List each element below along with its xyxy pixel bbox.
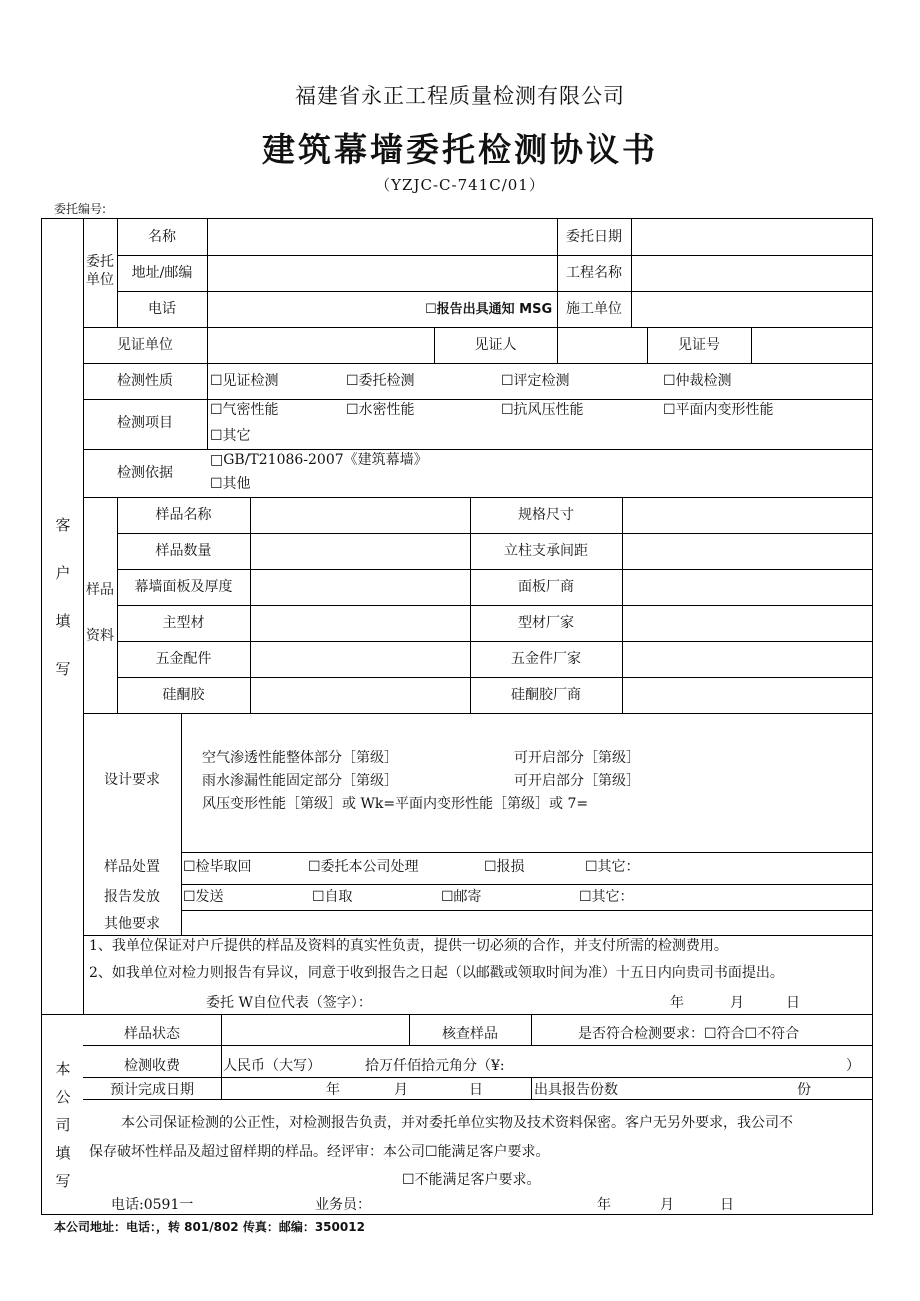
form-table xyxy=(41,218,873,1215)
client-group-label: 委托 单位 xyxy=(86,254,114,288)
sign-month: 月 xyxy=(660,1197,674,1213)
report-send-checkbox[interactable]: ☐发送 xyxy=(183,889,224,905)
client-address-label: 地址/邮编 xyxy=(131,265,193,281)
guarantee-line-2: 保存破坏性样品及超过留样期的样品。经评审：本公司☐能满足客户要求。 xyxy=(89,1144,550,1160)
finish-date-label: 预计完成日期 xyxy=(110,1082,194,1098)
finish-month: 月 xyxy=(394,1082,408,1098)
nature-evaluate-checkbox[interactable]: ☐评定检测 xyxy=(501,373,570,389)
witness-unit-label: 见证单位 xyxy=(117,337,173,353)
report-copies-unit: 份 xyxy=(797,1082,811,1098)
basis-standard-checkbox[interactable]: □GB/T21086-2007《建筑幕墙》 xyxy=(210,452,428,468)
sample-row-right: 面板厂商 xyxy=(518,579,574,595)
project-name-label: 工程名称 xyxy=(566,265,622,281)
declaration-line-2: 2、如我单位对检力则报告有异议，同意于收到报告之日起（以邮戳或领取时间为准）十五日内向贵司书面提出。 xyxy=(89,965,784,981)
sample-row-left: 硅酮胶 xyxy=(162,687,205,703)
company-address-footer: 本公司地址：电话：，转 801/802 传真：邮编：350012 xyxy=(54,1220,365,1234)
company-name: 福建省永正工程质量检测有限公司 xyxy=(295,84,625,108)
sample-row-right: 规格尺寸 xyxy=(518,507,574,523)
sign-day: 日 xyxy=(720,1197,734,1213)
customer-section-label: 客 户 填 写 xyxy=(55,516,71,678)
report-copies-label: 出具报告份数 xyxy=(534,1082,618,1098)
guarantee-line-1: 本公司保证检测的公正性，对检测报告负责，并对委托单位实物及技术资料保密。客户无另外要求，我公司不 xyxy=(121,1115,793,1131)
salesperson-label: 业务员： xyxy=(315,1197,371,1213)
nature-entrust-checkbox[interactable]: ☐委托检测 xyxy=(346,373,415,389)
document-code: （YZJC-C-741C/01） xyxy=(375,176,545,194)
disposal-return-checkbox[interactable]: ☐检毕取回 xyxy=(183,859,252,875)
disposal-company-checkbox[interactable]: ☐委托本公司处理 xyxy=(308,859,419,875)
order-number-label: 委托编号: xyxy=(54,202,107,216)
design-line-1b: 可开启部分［第级］ xyxy=(514,750,640,766)
design-line-3: 风压变形性能［第级］或 Wk=平面内变形性能［第级］或 7= xyxy=(202,796,589,812)
sample-row-left: 幕墙面板及厚度 xyxy=(134,579,233,595)
guarantee-line-3: ☐不能满足客户要求。 xyxy=(402,1172,541,1188)
sample-row-right: 立柱支承间距 xyxy=(504,543,588,559)
sample-row-left: 主型材 xyxy=(162,615,205,631)
client-name-label: 名称 xyxy=(148,229,176,245)
witness-number-label: 见证号 xyxy=(678,337,720,353)
basis-other-checkbox[interactable]: ☐其他 xyxy=(210,476,251,492)
report-other-checkbox[interactable]: ☐其它： xyxy=(579,889,634,905)
design-line-2b: 可开启部分［第级］ xyxy=(514,773,640,789)
decl-month: 月 xyxy=(730,995,744,1011)
sample-row-right: 五金件厂家 xyxy=(511,651,581,667)
other-requirement-label: 其他要求 xyxy=(104,916,160,932)
design-requirement-label: 设计要求 xyxy=(104,772,160,788)
sample-row-right: 硅酮胶厂商 xyxy=(511,687,581,703)
company-phone: 电话:0591一 xyxy=(111,1197,194,1213)
sample-row-right: 型材厂家 xyxy=(518,615,574,631)
client-phone-label: 电话 xyxy=(148,301,176,317)
sample-group-label: 样品 资料 xyxy=(86,582,114,644)
decl-year: 年 xyxy=(670,995,684,1011)
test-fee-label: 检测收费 xyxy=(124,1058,180,1074)
company-section-label: 本 公 司 填 写 xyxy=(55,1060,71,1190)
declaration-line-1: 1、我单位保证对户斤提供的样品及资料的真实性负责，提供一切必须的合作，并支付所需的检测费用。 xyxy=(89,938,728,954)
fee-units-label: 拾万仟佰拾元角分（¥: xyxy=(365,1058,505,1074)
test-items-label: 检测项目 xyxy=(117,415,173,431)
finish-day: 日 xyxy=(469,1082,483,1098)
report-delivery-label: 报告发放 xyxy=(104,889,160,905)
sample-disposal-label: 样品处置 xyxy=(104,859,160,875)
sample-row-left: 样品数量 xyxy=(155,543,212,559)
item-watertight-checkbox[interactable]: ☐水密性能 xyxy=(346,402,415,418)
item-windload-checkbox[interactable]: ☐抗风压性能 xyxy=(501,402,584,418)
report-pickup-checkbox[interactable]: ☐自取 xyxy=(312,889,353,905)
report-mail-checkbox[interactable]: ☐邮寄 xyxy=(441,889,482,905)
fee-close-paren: ） xyxy=(846,1058,860,1074)
test-basis-label: 检测依据 xyxy=(117,465,173,481)
item-inplane-checkbox[interactable]: ☐平面内变形性能 xyxy=(663,402,774,418)
nature-witness-checkbox[interactable]: ☐见证检测 xyxy=(210,373,279,389)
disposal-other-checkbox[interactable]: ☐其它： xyxy=(585,859,640,875)
test-nature-label: 检测性质 xyxy=(117,373,173,389)
design-line-1a: 空气渗透性能整体部分［第级］ xyxy=(202,750,398,766)
sample-row-left: 样品名称 xyxy=(155,507,212,523)
report-notice-checkbox[interactable]: ☐报告出具通知 MSG xyxy=(425,302,553,317)
item-other-checkbox[interactable]: ☐其它 xyxy=(210,428,251,444)
construction-unit-label: 施工单位 xyxy=(566,301,622,317)
item-airtight-checkbox[interactable]: ☐气密性能 xyxy=(210,402,279,418)
witness-person-label: 见证人 xyxy=(474,337,517,353)
sample-row-left: 五金配件 xyxy=(155,651,212,667)
conformity-checkboxes[interactable]: 是否符合检测要求：☐符合☐不符合 xyxy=(578,1026,800,1042)
check-sample-label: 核查样品 xyxy=(442,1026,498,1042)
document-title: 建筑幕墙委托检测协议书 xyxy=(262,130,658,169)
sample-status-label: 样品状态 xyxy=(124,1026,180,1042)
fee-rmb-label: 人民币（大写） xyxy=(223,1058,321,1074)
disposal-scrap-checkbox[interactable]: ☐报损 xyxy=(484,859,525,875)
client-signature-label: 委托 W自位代表（签字）： xyxy=(206,995,372,1011)
entrust-date-label: 委托日期 xyxy=(566,229,622,245)
nature-arbitration-checkbox[interactable]: ☐仲裁检测 xyxy=(663,373,732,389)
sign-year: 年 xyxy=(597,1197,611,1213)
finish-year: 年 xyxy=(326,1082,340,1098)
design-line-2a: 雨水渗漏性能固定部分［第级］ xyxy=(202,773,398,789)
decl-day: 日 xyxy=(786,995,800,1011)
